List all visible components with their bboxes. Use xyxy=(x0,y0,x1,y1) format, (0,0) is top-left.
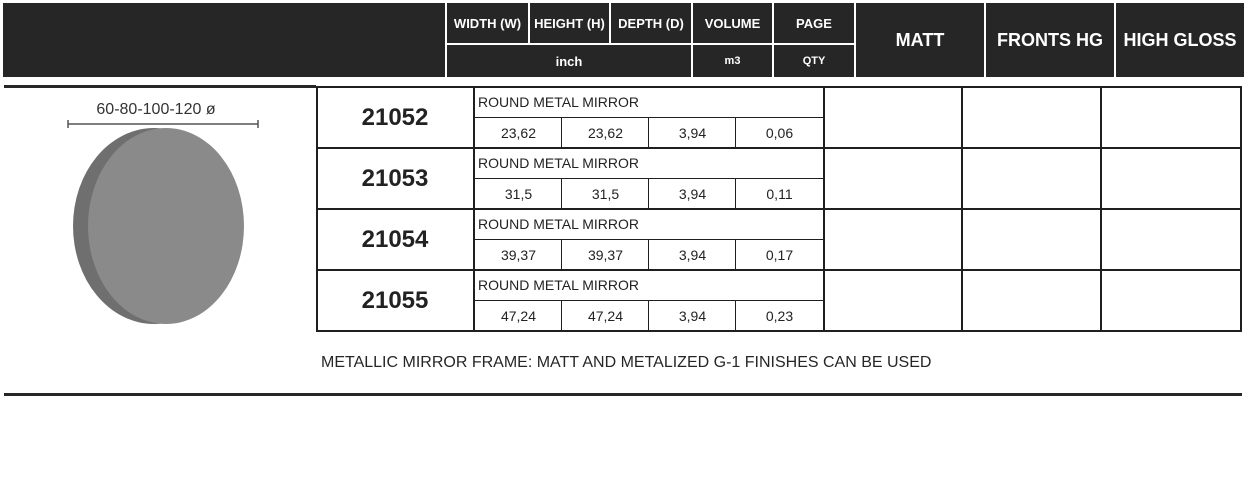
volume-value: 0,06 xyxy=(765,125,794,141)
col-line xyxy=(823,86,825,332)
high-gloss-header: HIGH GLOSS xyxy=(1123,29,1237,50)
product-code: 21053 xyxy=(361,164,429,192)
height-value: 31,5 xyxy=(591,186,620,202)
mirror-drawing xyxy=(60,94,270,334)
depth-value: 3,94 xyxy=(678,186,707,202)
product-code: 21052 xyxy=(361,103,429,131)
product-name: ROUND METAL MIRROR xyxy=(478,216,639,232)
product-name: ROUND METAL MIRROR xyxy=(478,94,639,110)
volume-value: 0,11 xyxy=(766,186,793,202)
col-line xyxy=(961,86,963,332)
product-name: ROUND METAL MIRROR xyxy=(478,277,639,293)
depth-header: DEPTH (D) xyxy=(618,15,684,31)
depth-value: 3,94 xyxy=(678,247,707,263)
fronts-hg-header: FRONTS HG xyxy=(997,29,1103,50)
width-value: 31,5 xyxy=(504,186,533,202)
round-mirror-illustration xyxy=(60,94,270,334)
volume-unit-header: m3 xyxy=(724,55,741,67)
height-value: 47,24 xyxy=(587,308,624,324)
height-value: 39,37 xyxy=(587,247,624,263)
product-code: 21054 xyxy=(361,225,429,253)
unit-header: inch xyxy=(555,53,583,69)
height-value: 23,62 xyxy=(587,125,624,141)
mirror-dimension-label: 60-80-100-120 ø xyxy=(96,101,216,118)
product-name: ROUND METAL MIRROR xyxy=(478,155,639,171)
height-header: HEIGHT (H) xyxy=(534,15,605,31)
section-rule xyxy=(4,85,316,88)
width-value: 47,24 xyxy=(500,308,537,324)
mirror-face xyxy=(88,128,244,324)
product-code: 21055 xyxy=(361,286,429,314)
width-value: 39,37 xyxy=(500,247,537,263)
matt-header: MATT xyxy=(895,29,945,50)
bottom-rule xyxy=(4,393,1242,396)
volume-value: 0,23 xyxy=(765,308,794,324)
width-value: 23,62 xyxy=(500,125,537,141)
qty-header: QTY xyxy=(802,55,826,67)
page-header: PAGE xyxy=(796,15,832,31)
col-line xyxy=(1240,86,1242,332)
depth-value: 3,94 xyxy=(678,125,707,141)
depth-value: 3,94 xyxy=(678,308,707,324)
col-line xyxy=(1100,86,1102,332)
volume-header: VOLUME xyxy=(704,15,761,31)
width-header: WIDTH (W) xyxy=(453,15,522,31)
volume-value: 0,17 xyxy=(765,247,794,263)
finish-note: METALLIC MIRROR FRAME: MATT AND METALIZED G-1 FINISHES CAN BE USED xyxy=(321,354,932,371)
table-header xyxy=(3,3,1244,77)
